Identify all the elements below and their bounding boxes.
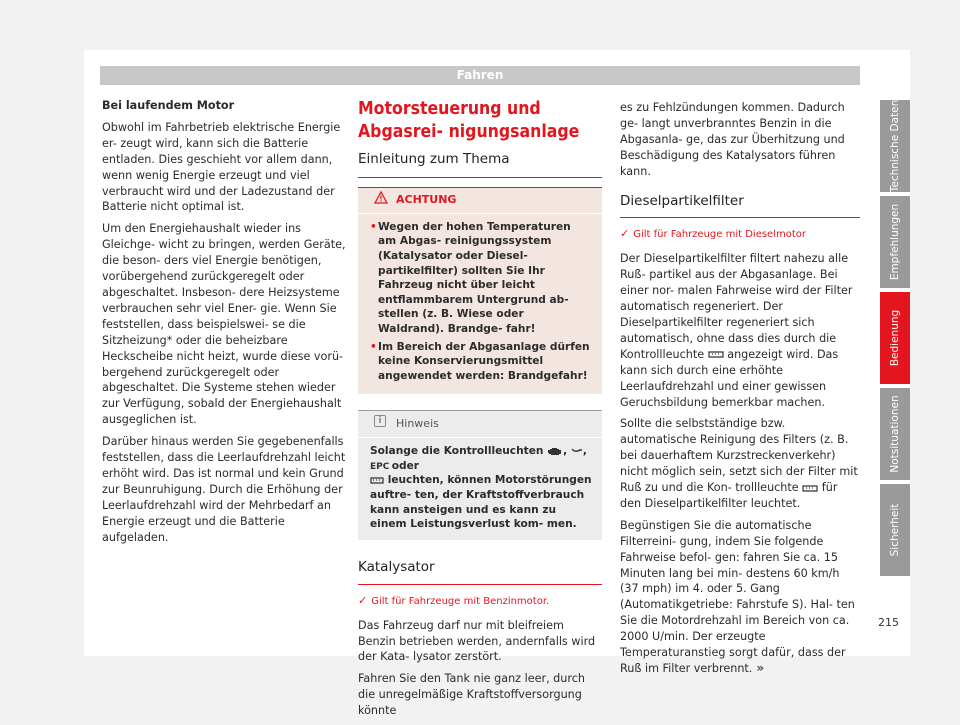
paragraph <box>620 518 860 677</box>
warning-box <box>358 187 602 394</box>
column-2 <box>358 98 602 725</box>
tab-sicherheit[interactable] <box>880 484 910 576</box>
epc-icon <box>370 461 390 473</box>
paragraph <box>620 251 860 410</box>
paragraph: Um den Energiehaushalt wieder ins Gleichge- wicht zu bringen, werden Geräte, die beson- ders viel Energie benötigen, vorübergehend zurückgeregelt oder abgeschaltet. Insbeson- dere Heizsysteme verbrauchen sehr viel Ener- gie. Wenn Sie feststellen, dass beispielswei- se die Sitzheizung* oder die beheizbare Heckscheibe nicht heizt, wurde diese vorü- bergehend zurückgeregelt oder abgeschaltet. Die Systeme stehen wieder zur Verfügung, sobald der Energiehaushalt ausgeglichen ist. <box>102 222 346 427</box>
chapter-tabs <box>880 100 910 580</box>
tab-label: Technische Daten <box>889 99 901 193</box>
applicability-note <box>358 593 602 610</box>
section-title: Motorsteuerung und Abgasrei- nigungsanlage <box>358 99 580 142</box>
tab-label: Bedienung <box>889 309 901 367</box>
column-3 <box>620 100 860 683</box>
tab-label: Empfehlungen <box>889 203 901 281</box>
paragraph-text: für den Dieselpartikelfilter leuchtet. <box>620 481 838 510</box>
paragraph-text: Sollte die selbstständige bzw. automatische Reinigung des Filters (z. B. bei dauerhaftem Kurzstreckenverkehr) nicht möglich sein, setzt sich der Filter mit Ruß zu und die Kon- trollleuchte <box>620 417 858 495</box>
warning-triangle-icon <box>374 191 388 204</box>
dpf-title: Dieselpartikelfilter <box>620 194 860 219</box>
tab-empfehlungen[interactable] <box>880 196 910 288</box>
warning-label: ACHTUNG <box>396 192 457 206</box>
note-header <box>358 411 602 438</box>
svg-text:EPC: EPC <box>370 462 390 473</box>
tab-technische-daten[interactable] <box>880 100 910 192</box>
warning-body <box>358 214 602 395</box>
paragraph-text: Der Dieselpartikelfilter filtert nahezu alle Ruß- partikel aus der Abgasanlage. Bei einer nor- malen Fahrweise wird der Filter automatisch regeneriert. Der Dieselpartikelfilter regeneriert sich automatisch, ohne dass dies durch die Kontrollleuchte <box>620 252 853 361</box>
particle-filter-icon <box>802 484 818 493</box>
paragraph: es zu Fehlzündungen kommen. Dadurch ge- langt unverbranntes Benzin in die Abgasanla- ge, das zur Überhitzung und Beschädigung des Katalysators führen kann. <box>620 101 845 178</box>
paragraph-text: Begünstigen Sie die automatische Filterreini- gung, indem Sie folgende Fahrweise befol- gen: fahren Sie ca. 15 Minuten lang bei min- destens 60 km/h (37 mph) im 4. oder 5. Gang (Automatikgetriebe: Fahrstufe S). Hal- ten Sie die Motordrehzahl im Bereich von ca. 2000 U/min. Der erzeugte Temperaturanstieg sorgt dafür, dass der Ruß im Filter verbrennt. <box>620 518 855 675</box>
glow-plug-icon <box>571 447 583 456</box>
tab-label: Notsituationen <box>889 395 901 473</box>
section-heading-running-engine: Bei laufendem Motor <box>102 99 235 112</box>
checkmark-icon: ✓ <box>620 227 630 241</box>
note-text: oder <box>391 459 419 472</box>
tab-notsituationen[interactable] <box>880 388 910 480</box>
tab-bedienung[interactable] <box>880 292 910 384</box>
note-box <box>358 410 602 539</box>
paragraph: Das Fahrzeug darf nur mit bleifreiem Benzin betrieben werden, andernfalls wird der Kata- lysator zerstört. <box>358 618 596 664</box>
note-label: Hinweis <box>396 417 439 431</box>
particle-filter-icon <box>370 476 384 485</box>
warning-item: • Im Bereich der Abgasanlage dürfen keine Konservierungsmittel angewendet werden: Brandgefahr! <box>370 340 592 384</box>
applicability-text: Gilt für Fahrzeuge mit Benzinmotor. <box>371 595 550 607</box>
section-subtitle: Einleitung zum Thema <box>358 152 602 178</box>
paragraph-text: angezeigt wird. Das kann sich durch eine erhöhte Leerlaufdrehzahl und einer gewissen Geruchsbildung bemerkbar machen. <box>620 347 839 409</box>
note-body: Solange die Kontrollleuchten , , EPC oder leuchten, können Motorstörungen auftre- ten, der Kraftstoffverbrauch kann ansteigen und es kann zu einem Leistungsverlust kom- men. <box>370 445 592 531</box>
info-icon: i <box>374 415 386 427</box>
paragraph: Fahren Sie den Tank nie ganz leer, durch die unregelmäßige Kraftstoffversorgung könnte <box>358 672 585 718</box>
applicability-note <box>620 226 860 243</box>
chapter-header: Fahren <box>100 66 860 85</box>
column-1 <box>102 98 346 551</box>
note-text: leuchten, können Motorstörungen auftre- ten, der Kraftstoffverbrauch kann ansteigen und es kann zu einem Leistungsverlust kom- men. <box>370 474 592 531</box>
paragraph: Darüber hinaus werden Sie gegebenenfalls feststellen, dass die Leerlaufdrehzahl leicht erhöht wird. Das ist normal und kein Grund zur Beunruhigung. Durch die Erhöhung der Leerlaufdrehzahl wird der Mehrbedarf an Energie erzeugt und die Batterie aufgeladen. <box>102 435 346 544</box>
particle-filter-icon <box>708 350 724 359</box>
tab-label: Sicherheit <box>889 503 901 557</box>
page-number: 215 <box>878 616 899 629</box>
engine-warning-icon <box>547 447 563 456</box>
warning-item: • Wegen der hohen Temperaturen am Abgas- reinigungssystem (Katalysator oder Diesel- partikelfilter) sollten Sie Ihr Fahrzeug nicht über leicht entflammbarem Untergrund ab- stellen (z. B. Wiese oder Waldrand). Brandge- fahr! <box>370 220 592 337</box>
paragraph <box>620 416 860 511</box>
katalysator-title: Katalysator <box>358 560 602 585</box>
continue-arrow-icon: » <box>756 661 765 675</box>
applicability-text: Gilt für Fahrzeuge mit Dieselmotor <box>633 229 807 241</box>
note-text: Solange die Kontrollleuchten <box>370 445 544 458</box>
paragraph: Obwohl im Fahrbetrieb elektrische Energie er- zeugt wird, kann sich die Batterie entladen. Dies geschieht vor allem dann, wenn wenig Energie erzeugt und viel verbraucht wird und der Ladezustand der Batterie nicht optimal ist. <box>102 120 341 214</box>
checkmark-icon: ✓ <box>358 593 368 607</box>
warning-header <box>358 188 602 214</box>
